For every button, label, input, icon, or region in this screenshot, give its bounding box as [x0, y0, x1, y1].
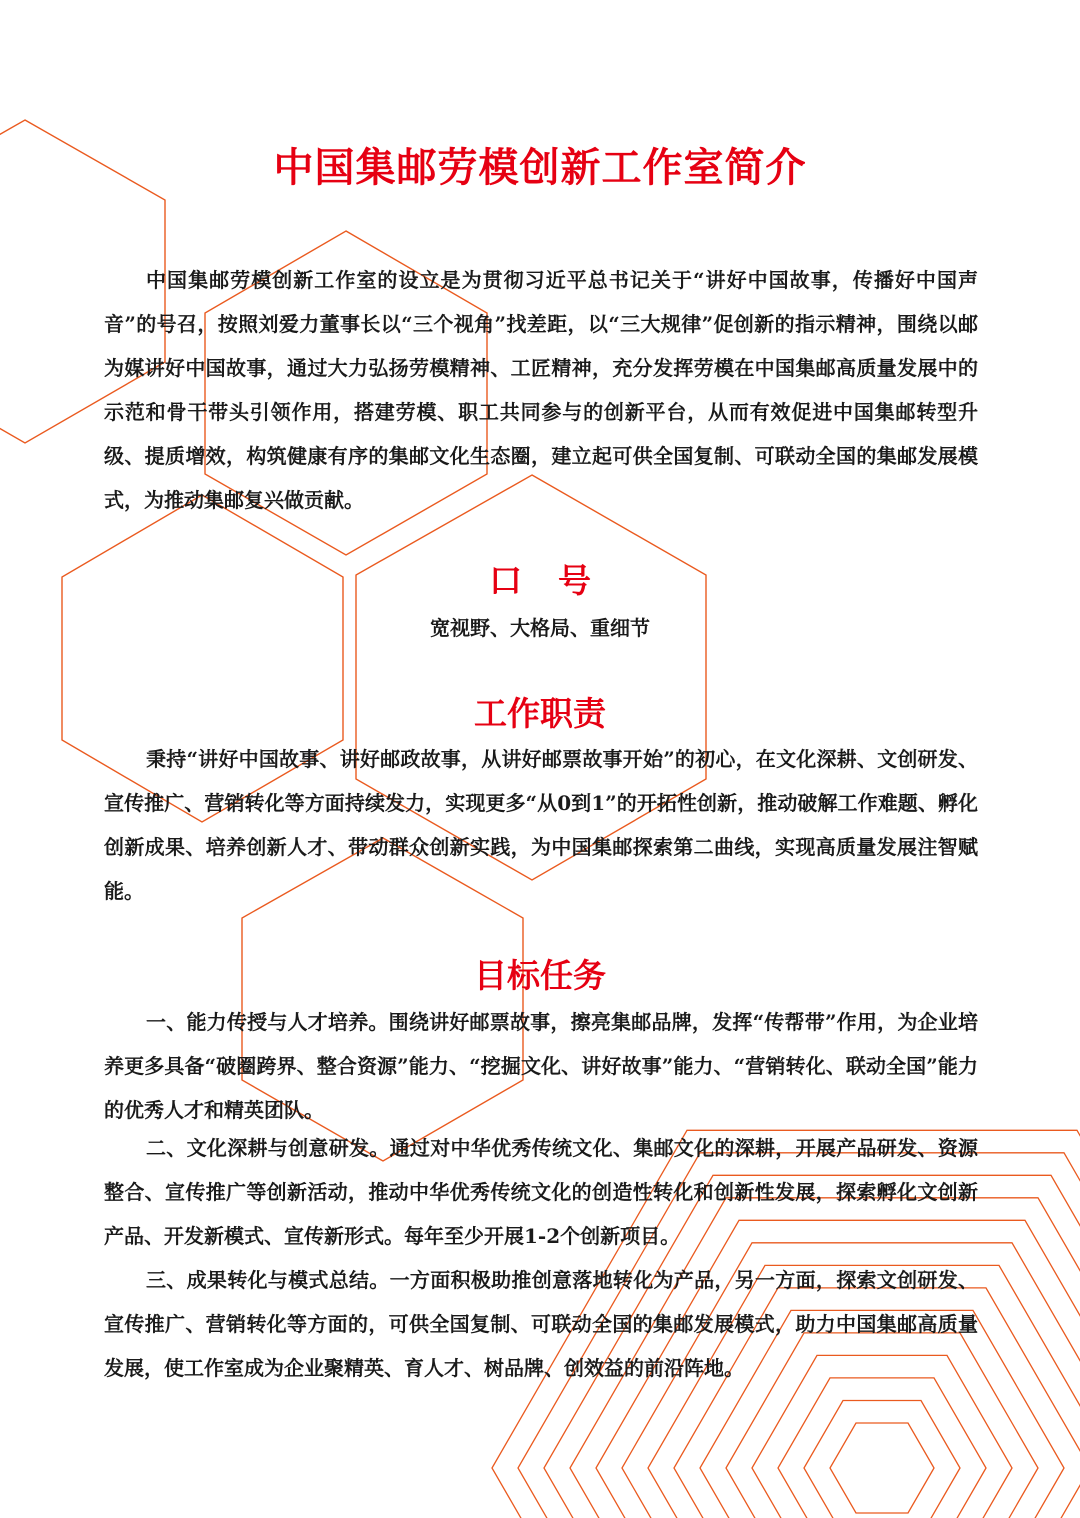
goals-heading: 目标任务: [474, 956, 606, 995]
duties-paragraph: 秉持“讲好中国故事、讲好邮政故事，从讲好邮票故事开始”的初心，在文化深耕、文创研发、宣传推广、营销转化等方面持续发力，实现更多“从0到1”的开拓性创新，推动破解工作难题、孵化创新成果、培养创新人才、带动群众创新实践，为中国集邮探索第二曲线，实现高质量发展注智赋能。: [104, 747, 978, 903]
duties-heading: 工作职责: [474, 694, 606, 733]
page-title: 中国集邮劳模创新工作室简介: [273, 145, 807, 191]
slogan-heading: 口号: [489, 561, 627, 600]
slogan-text: 宽视野、大格局、重细节: [430, 616, 650, 640]
goal-item-3: 三、成果转化与模式总结。一方面积极助推创意落地转化为产品，另一方面，探索文创研发、宣传推广、营销转化等方面的，可供全国复制、可联动全国的集邮发展模式，助力中国集邮高质量发展，使工作室成为企业聚精英、育人才、树品牌、创效益的前沿阵地。: [104, 1268, 978, 1380]
goal-item-2: 二、文化深耕与创意研发。通过对中华优秀传统文化、集邮文化的深耕，开展产品研发、资源整合、宣传推广等创新活动，推动中华优秀传统文化的创造性转化和创新性发展，探索孵化文创新产品、开发新模式、宣传新形式。每年至少开展1-2个创新项目。: [104, 1136, 978, 1248]
intro-paragraph: 中国集邮劳模创新工作室的设立是为贯彻习近平总书记关于“讲好中国故事，传播好中国声音”的号召，按照刘爱力董事长以“三个视角”找差距，以“三大规律”促创新的指示精神，围绕以邮为媒讲好中国故事，通过大力弘扬劳模精神、工匠精神，充分发挥劳模在中国集邮高质量发展中的示范和骨干带头引领作用，搭建劳模、职工共同参与的创新平台，从而有效促进中国集邮转型升级、提质增效，构筑健康有序的集邮文化生态圈，建立起可供全国复制、可联动全国的集邮发展模式，为推动集邮复兴做贡献。: [104, 268, 978, 512]
goal-item-1: 一、能力传授与人才培养。围绕讲好邮票故事，擦亮集邮品牌，发挥“传帮带”作用，为企业培养更多具备“破圈跨界、整合资源”能力、“挖掘文化、讲好故事”能力、“营销转化、联动全国”能力的优秀人才和精英团队。: [104, 1010, 978, 1122]
